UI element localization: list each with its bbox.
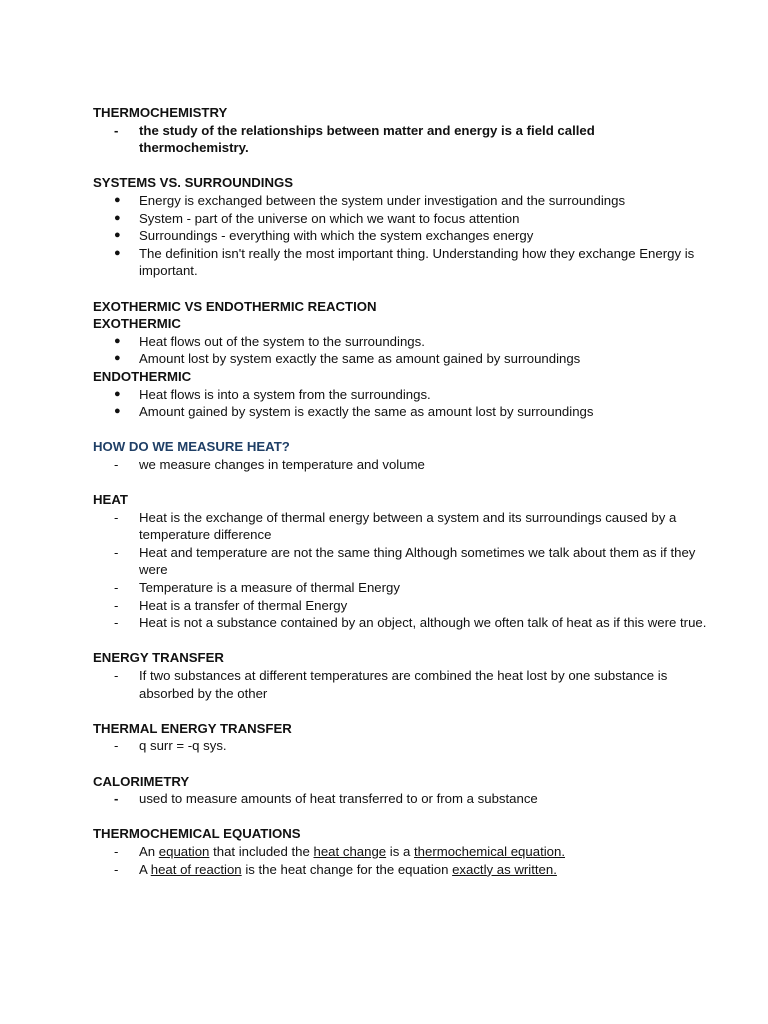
subheading-exothermic: EXOTHERMIC bbox=[93, 316, 181, 332]
underlined-term: exactly as written. bbox=[452, 861, 557, 877]
bullet-list bbox=[93, 192, 708, 280]
list-item: - An equation that included the heat change is a thermochemical equation. bbox=[114, 843, 565, 859]
list-item: - If two substances at different temperatures are combined the heat lost by one substance is absorbed by the other bbox=[114, 668, 668, 701]
bullet-marker: ● bbox=[114, 246, 121, 259]
bullet-marker: ● bbox=[114, 352, 121, 365]
list-item: - Heat is the exchange of thermal energy between a system and its surroundings caused by a temperature difference bbox=[114, 509, 677, 543]
dash-marker: - bbox=[114, 791, 119, 807]
bullet-marker: ● bbox=[114, 387, 121, 400]
bullet-marker: ● bbox=[114, 193, 121, 206]
dash-marker: - bbox=[114, 843, 119, 859]
section-heading: SYSTEMS VS. SURROUNDINGS bbox=[93, 175, 294, 191]
section-heading: HEAT bbox=[93, 492, 128, 508]
section-thermochemistry bbox=[93, 104, 708, 157]
dash-list bbox=[93, 737, 708, 755]
section-heat bbox=[93, 491, 708, 632]
underlined-term: equation bbox=[158, 843, 210, 859]
bullet-marker: ● bbox=[114, 229, 121, 242]
list-item: - Heat is a transfer of thermal Energy bbox=[114, 597, 348, 613]
dash-marker: - bbox=[114, 580, 119, 596]
section-heading: CALORIMETRY bbox=[93, 773, 190, 789]
dash-marker: - bbox=[114, 456, 119, 472]
bullet-marker: ● bbox=[114, 211, 121, 224]
section-thermochemical-equations bbox=[93, 825, 708, 878]
section-exo-endo bbox=[93, 298, 708, 421]
section-heading: THERMAL ENERGY TRANSFER bbox=[93, 720, 292, 736]
list-item: ● Energy is exchanged between the system under investigation and the surroundings bbox=[114, 192, 626, 208]
section-energy-transfer bbox=[93, 649, 708, 702]
dash-list bbox=[93, 122, 708, 157]
section-heading: HOW DO WE MEASURE HEAT? bbox=[93, 439, 290, 455]
list-item: ● Heat flows is into a system from the surroundings. bbox=[114, 386, 431, 402]
list-item: - Temperature is a measure of thermal Energy bbox=[114, 580, 400, 596]
dash-list bbox=[93, 790, 708, 808]
underlined-term: heat change bbox=[313, 843, 387, 859]
list-item: - we measure changes in temperature and volume bbox=[114, 456, 425, 472]
dash-marker: - bbox=[114, 738, 119, 754]
list-item: - Heat is not a substance contained by an object, although we often talk of heat as if this were true. bbox=[114, 615, 707, 631]
bullet-list bbox=[93, 333, 708, 368]
dash-list bbox=[93, 843, 708, 878]
list-item: - used to measure amounts of heat transferred to or from a substance bbox=[114, 791, 538, 807]
dash-marker: - bbox=[114, 597, 119, 613]
list-item: - Heat and temperature are not the same thing Although sometimes we talk about them as if they were bbox=[114, 544, 696, 578]
section-heading: EXOTHERMIC VS ENDOTHERMIC REACTION bbox=[93, 298, 377, 314]
section-systems bbox=[93, 174, 708, 280]
underlined-term: heat of reaction bbox=[150, 861, 242, 877]
list-item: ● Amount lost by system exactly the same as amount gained by surroundings bbox=[114, 351, 581, 367]
section-thermal-energy-transfer bbox=[93, 720, 708, 755]
dash-marker: - bbox=[114, 861, 119, 877]
bullet-list bbox=[93, 386, 708, 421]
list-item: - q surr = -q sys. bbox=[114, 738, 227, 754]
section-heading: THERMOCHEMISTRY bbox=[93, 105, 228, 120]
dash-list bbox=[93, 456, 708, 474]
dash-list bbox=[93, 667, 708, 702]
list-item: - A heat of reaction is the heat change for the equation exactly as written. bbox=[114, 861, 557, 877]
dash-list bbox=[93, 509, 708, 632]
subheading-endothermic: ENDOTHERMIC bbox=[93, 368, 192, 384]
bullet-marker: ● bbox=[114, 334, 121, 347]
section-calorimetry bbox=[93, 773, 708, 808]
list-item: ● Heat flows out of the system to the surroundings. bbox=[114, 333, 425, 349]
dash-marker: - bbox=[114, 509, 119, 525]
dash-marker: - bbox=[114, 668, 119, 683]
dash-marker: - bbox=[114, 615, 119, 631]
list-item: ● The definition isn't really the most important thing. Understanding how they exchange Energy is important. bbox=[114, 245, 695, 279]
bullet-marker: ● bbox=[114, 405, 121, 418]
section-heading: THERMOCHEMICAL EQUATIONS bbox=[93, 826, 301, 842]
underlined-term: thermochemical equation. bbox=[413, 843, 565, 859]
dash-marker: - bbox=[114, 122, 119, 138]
list-item: - the study of the relationships between matter and energy is a field called thermochemistry. bbox=[114, 122, 595, 156]
section-heading: ENERGY TRANSFER bbox=[93, 650, 224, 666]
list-item: ● System - part of the universe on which we want to focus attention bbox=[114, 210, 520, 226]
list-item: ● Surroundings - everything with which the system exchanges energy bbox=[114, 228, 534, 244]
section-measure-heat bbox=[93, 438, 708, 473]
dash-marker: - bbox=[114, 544, 119, 560]
list-item: ● Amount gained by system is exactly the same as amount lost by surroundings bbox=[114, 404, 594, 420]
